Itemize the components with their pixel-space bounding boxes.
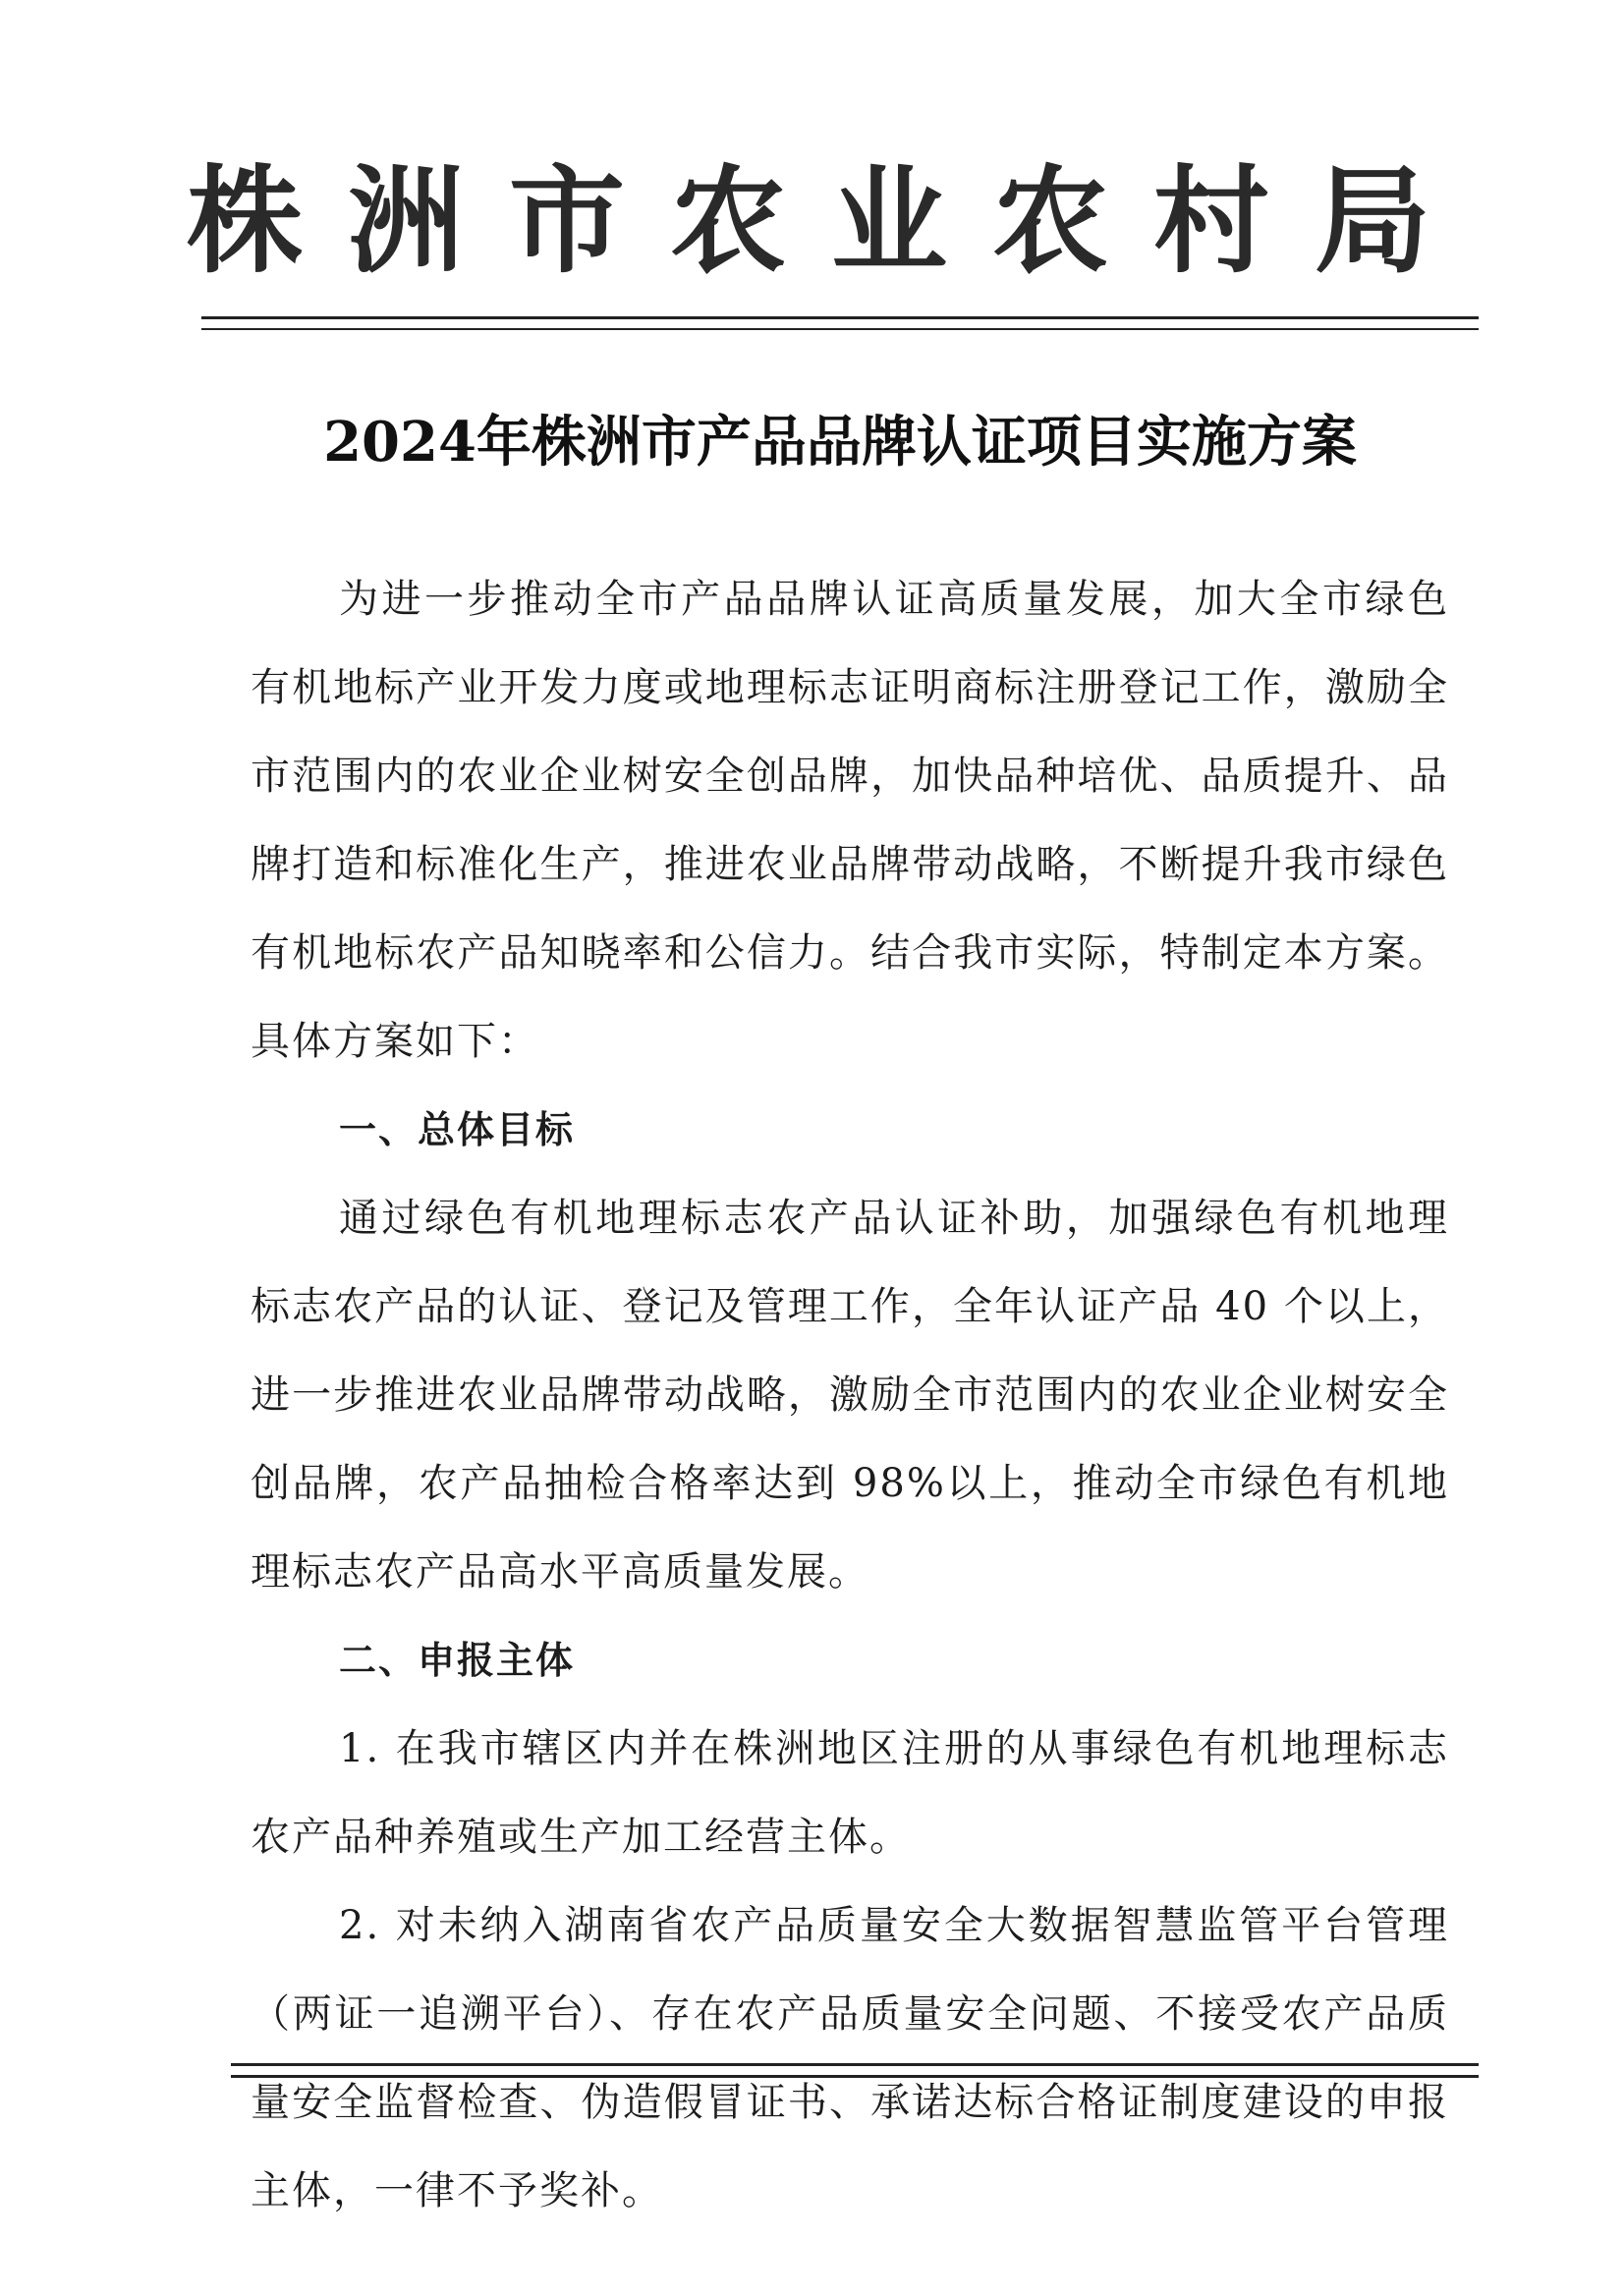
section-heading-goals: 一、总体目标 (339, 1108, 576, 1151)
intro-paragraph: 为进一步推动全市产品品牌认证高质量发展，加大全市绿色有机地标产业开发力度或地理标志证明商标注册登记工作，激励全市范围内的农业企业树安全创品牌，加快品种培优、品质提升、品牌打造和标准化生产，推进农业品牌带动战略，不断提升我市绿色有机地标农产品知晓率和公信力。结合我市实际，特制定本方案。具体方案如下： (251, 577, 1449, 1064)
agency-letterhead: 株洲市农业农村局 (187, 152, 1477, 289)
document-title: 2024年株洲市产品品牌认证项目实施方案 (323, 410, 1357, 475)
letterhead-rule (201, 316, 1479, 319)
goals-paragraph: 通过绿色有机地理标志农产品认证补助，加强绿色有机地理标志农产品的认证、登记及管理工作，全年认证产品 40 个以上，进一步推进农业品牌带动战略，激励全市范围内的农业企业树安全创品牌，农产品抽检合格率达到 98%以上，推动全市绿色有机地理标志农产品高水平高质量发展。 (251, 1196, 1449, 1595)
applicants-item-1: 1. 在我市辖区内并在株洲地区注册的从事绿色有机地理标志农产品种养殖或生产加工经营主体。 (251, 1726, 1449, 1860)
footer-rule-thin (231, 2075, 1479, 2078)
letterhead-rule-thin (201, 328, 1479, 330)
applicants-item-2: 2. 对未纳入湖南省农产品质量安全大数据智慧监管平台管理（两证一追溯平台）、存在农产品质量安全问题、不接受农产品质量安全监督检查、伪造假冒证书、承诺达标合格证制度建设的申报主体，一律不予奖补。 (251, 1903, 1449, 2213)
section-heading-applicants: 二、申报主体 (339, 1639, 576, 1682)
footer-rule (231, 2063, 1479, 2066)
document-body (251, 555, 1449, 2235)
